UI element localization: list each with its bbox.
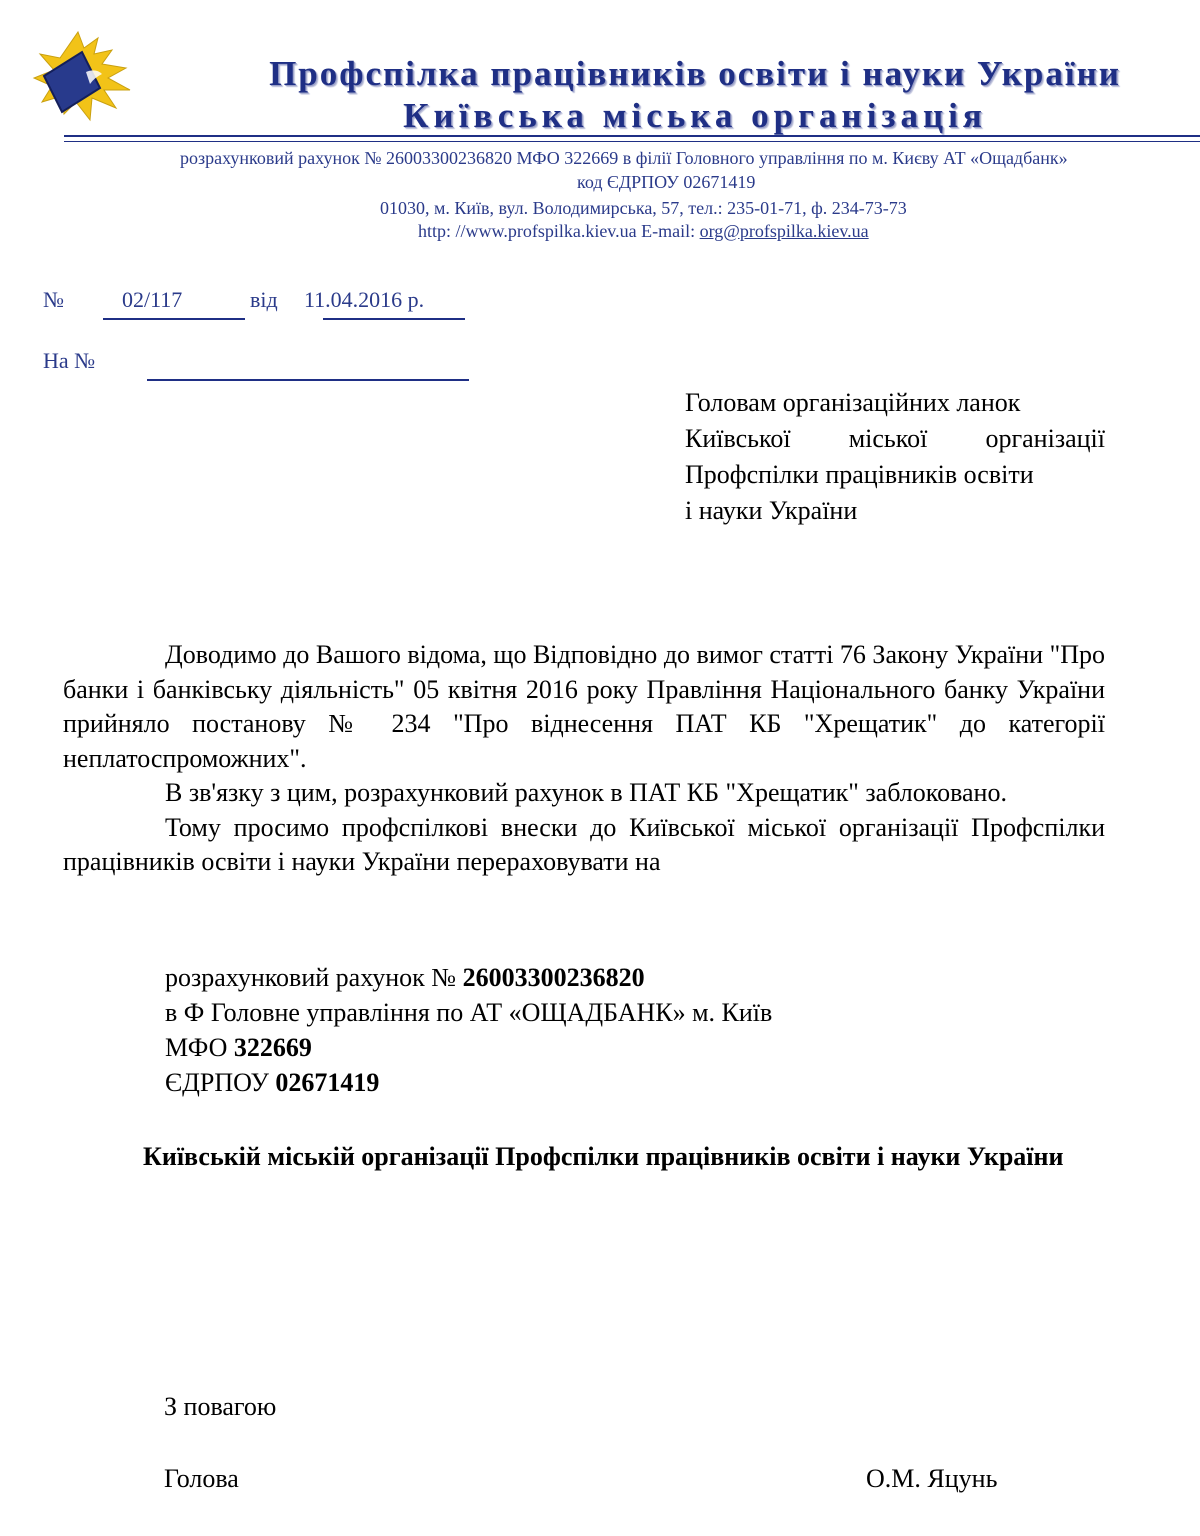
mfo-label: МФО [165,1033,234,1062]
letter-date: 11.04.2016 р. [304,287,425,312]
bank-requisites: розрахунковий рахунок № 26003300236820 МФО 322669 в філії Головного управління по м. Києву АТ «Ощадбанк» [180,148,1068,168]
letter-body [63,638,1105,880]
number-underline [103,318,245,320]
header-rule [64,135,1200,137]
mfo-line [165,1030,772,1065]
recipient-organization: Київській міській організації Профспілки працівників освіти і науки України [143,1142,1064,1171]
date-label: від [250,287,278,312]
signatory-position: Голова [164,1464,239,1493]
reply-number-underline [147,379,469,381]
account-line [165,960,772,995]
date-underline [323,318,465,320]
account-number: 26003300236820 [462,963,645,992]
edrpou-value: 02671419 [275,1068,380,1097]
addressee-line: Київської міської організації [685,424,1105,453]
signatory-name: О.М. Яцунь [866,1464,998,1493]
paragraph-nbu-decision: Доводимо до Вашого відома, що Відповідно до вимог статті 76 Закону України "Про банки і банківську діяльність" 05 квітня 2016 року Правління Національного банку України прийняло постанову № 234 "Про віднесення ПАТ КБ "Хрещатик" до категорії неплатоспроможних". [63,640,1105,773]
regards-text: З повагою [164,1392,277,1421]
postal-address: 01030, м. Київ, вул. Володимирська, 57, тел.: 235-01-71, ф. 234-73-73 [380,198,907,218]
letter-number: 02/117 [122,287,183,312]
mfo-value: 322669 [233,1033,312,1062]
edrpou-line [165,1065,772,1100]
reply-number-label: На № [43,348,96,373]
account-label: розрахунковий рахунок № [165,963,463,992]
branch-line: в Ф Головне управління по АТ «ОЩАДБАНК» м. Київ [165,998,773,1027]
web-contacts [418,221,869,242]
addressee-line: і науки України [685,496,858,525]
edrpou-label: ЄДРПОУ [165,1068,276,1097]
email-link[interactable]: org@profspilka.kiev.ua [699,221,869,241]
org-subtitle: Київська міська організація [403,96,987,135]
header-rule-thin [64,141,1200,142]
number-label: № [43,287,64,312]
addressee-line: Головам організаційних ланок [685,388,1021,417]
bank-details [165,960,772,1100]
org-title: Профспілка працівників освіти і науки України [269,54,1121,93]
edrpou-code: код ЄДРПОУ 02671419 [577,172,756,192]
addressee-line: Профспілки працівників освіти [685,460,1034,489]
paragraph-request: Тому просимо профспілкові внески до Київської міської організації Профспілки працівників освіти і науки України перераховувати на [63,812,1105,876]
addressee-block [685,385,1105,529]
union-logo-icon [30,28,135,123]
website-text: http: //www.profspilka.kiev.ua E-mail: [418,221,700,241]
paragraph-account-blocked: В зв'язку з цим, розрахунковий рахунок в ПАТ КБ "Хрещатик" заблоковано. [165,778,1007,807]
